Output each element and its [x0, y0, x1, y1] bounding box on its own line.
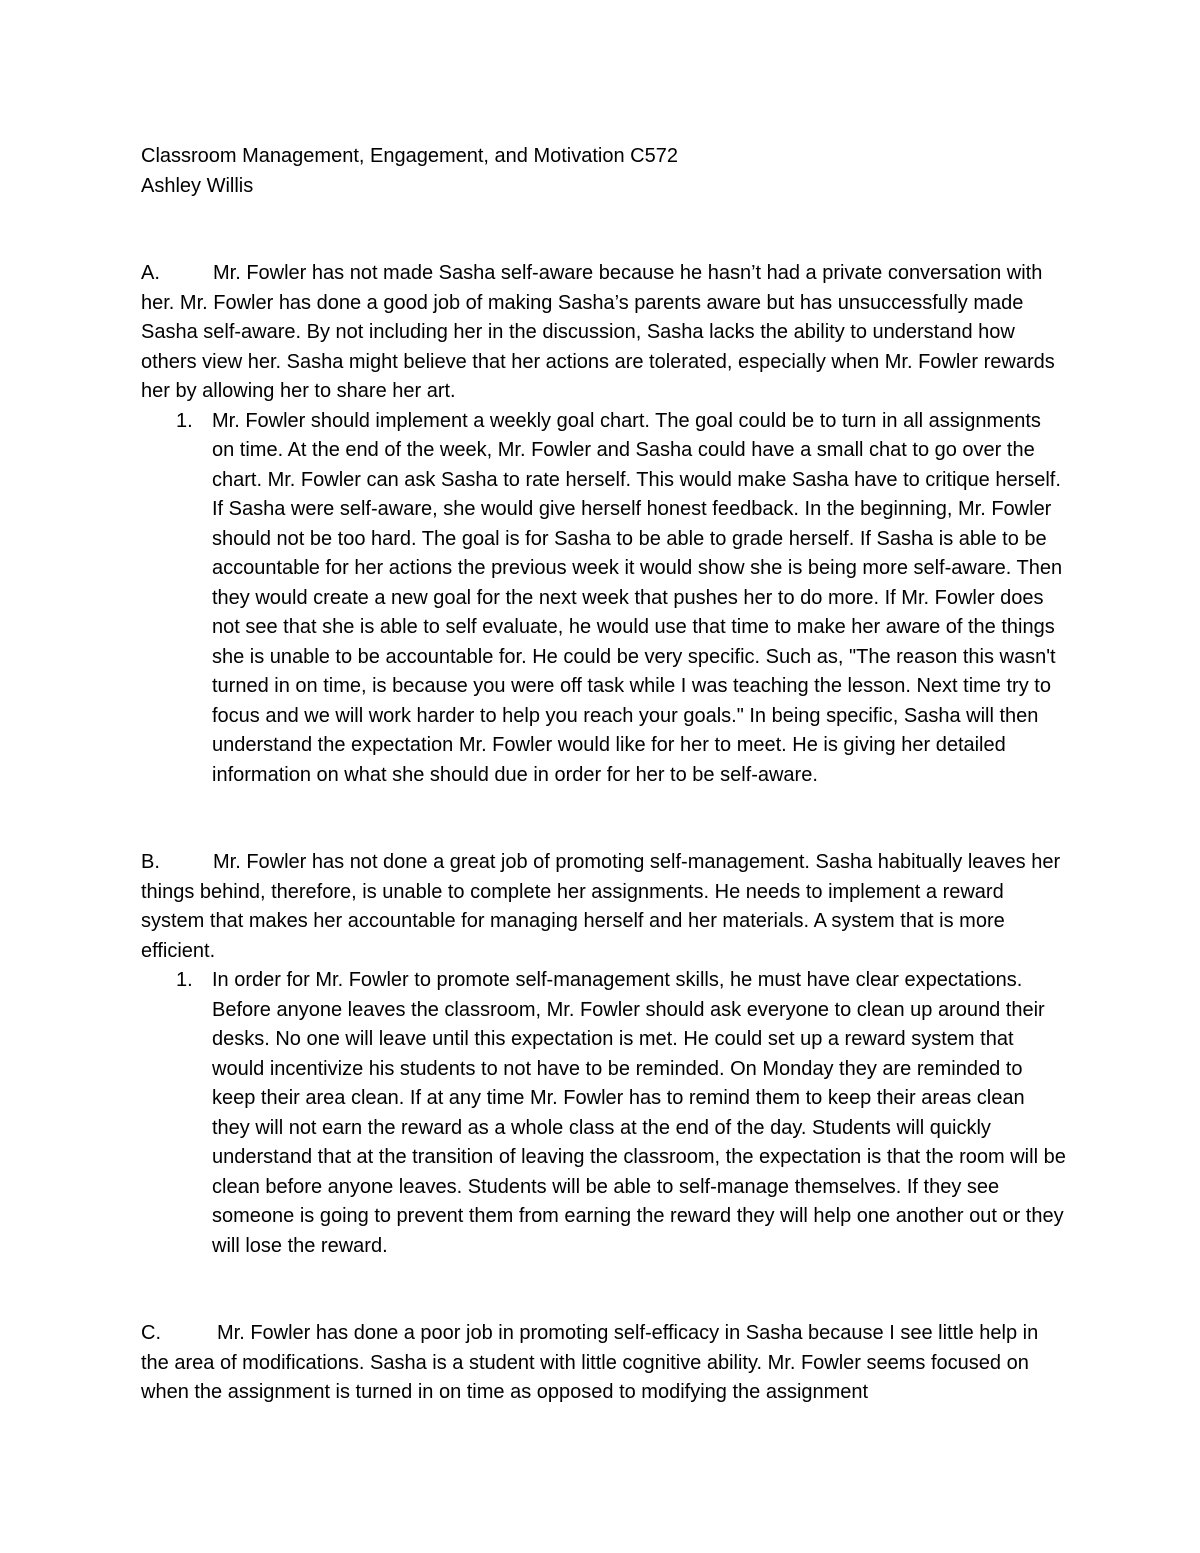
section-c-intro-text: Mr. Fowler has done a poor job in promoting self-efficacy in Sasha because I see little help in the area of modifications. Sasha is a student with little cognitive ability. Mr. Fowler seems focused on when the assignment is turned in on time as opposed to modifying the assignment: [141, 1322, 1039, 1403]
section-c-letter: C.: [141, 1322, 161, 1344]
section-b: [141, 848, 1066, 1261]
section-b-intro: [141, 848, 1066, 966]
section-a-list-item: [141, 407, 1066, 791]
section-a-intro: [141, 259, 1066, 407]
section-b-item-number: 1.: [176, 969, 193, 991]
section-c-intro: [141, 1319, 1066, 1408]
section-a-item-text: Mr. Fowler should implement a weekly goal chart. The goal could be to turn in all assignments on time. At the end of the week, Mr. Fowler and Sasha could have a small chat to go over the chart. Mr. Fowler can ask Sasha to rate herself. This would make Sasha have to critique herself. If Sasha were self-aware, she would give herself honest feedback. In the beginning, Mr. Fowler should not be too hard. The goal is for Sasha to be able to grade herself. If Sasha is able to be accountable for her actions the previous week it would show she is being more self-aware. Then they would create a new goal for the next week that pushes her to do more. If Mr. Fowler does not see that she is able to self evaluate, he would use that time to make her aware of the things she is unable to be accountable for. He could be very specific. Such as, "The reason this wasn't turned in on time, is because you were off task while I was teaching the lesson. Next time try to focus and we will work harder to help you reach your goals." In being specific, Sasha will then understand the expectation Mr. Fowler would like for her to meet. He is giving her detailed information on what she should due in order for her to be self-aware.: [212, 409, 1063, 786]
section-b-item-text: In order for Mr. Fowler to promote self-management skills, he must have clear expectations. Before anyone leaves the classroom, Mr. Fowler should ask everyone to clean up around their desks. No one will leave until this expectation is met. He could set up a reward system that would incentivize his students to not have to be reminded. On Monday they are reminded to keep their area clean. If at any time Mr. Fowler has to remind them to keep their areas clean they will not earn the reward as a whole class at the end of the day. Students will quickly understand that at the transition of leaving the classroom, the expectation is that the room will be clean before anyone leaves. Students will be able to self-manage themselves. If they see someone is going to prevent them from earning the reward they will help one another out or they will lose the reward.: [212, 969, 1066, 1257]
section-b-letter: B.: [141, 851, 160, 873]
section-a-item-number: 1.: [176, 409, 193, 432]
section-b-intro-text: Mr. Fowler has not done a great job of promoting self-management. Sasha habitually leaves her things behind, therefore, is unable to complete her assignments. He needs to implement a reward system that makes her accountable for managing herself and her materials. A system that is more efficient.: [141, 851, 1061, 962]
section-a-intro-text: Mr. Fowler has not made Sasha self-aware because he hasn’t had a private conversation with her. Mr. Fowler has done a good job of making Sasha’s parents aware but has unsuccessfully made Sasha self-aware. By not including her in the discussion, Sasha lacks the ability to understand how others view her. Sasha might believe that her actions are tolerated, especially when Mr. Fowler rewards her by allowing her to share her art.: [141, 262, 1055, 402]
author-name: Ashley Willis: [141, 174, 254, 197]
document-header: [141, 142, 1081, 201]
section-c: [141, 1319, 1066, 1408]
section-a-letter: A.: [141, 262, 160, 284]
course-title: Classroom Management, Engagement, and Motivation C572: [141, 145, 678, 167]
section-a: [141, 259, 1066, 790]
section-b-list-item: [141, 966, 1066, 1261]
